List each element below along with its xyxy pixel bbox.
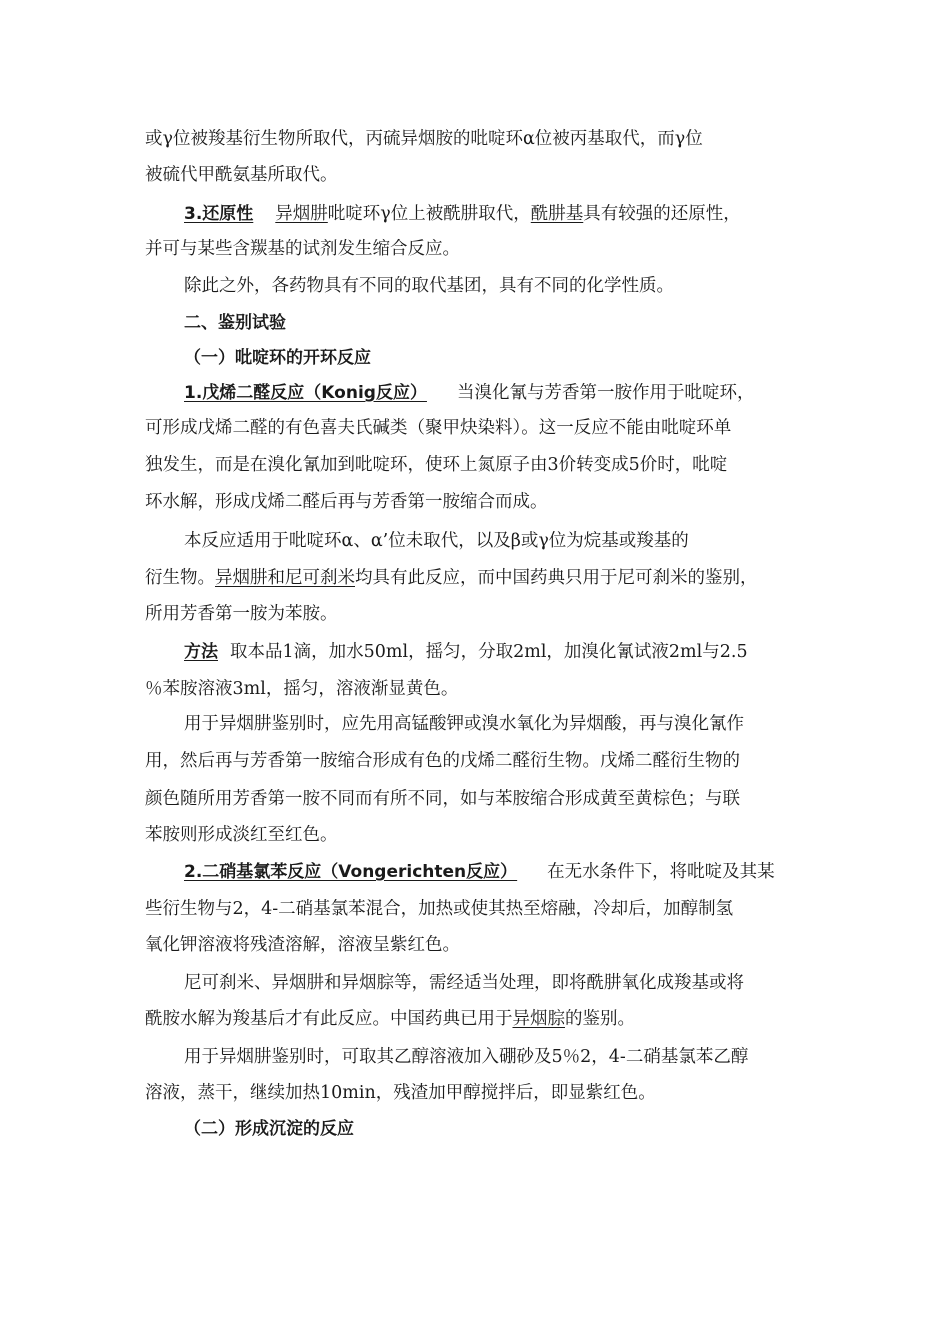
paragraph-line: 些衍生物与2，4-二硝基氯苯混合，加热或使其热至熔融，冷却后，加醇制氢 bbox=[145, 899, 734, 919]
paragraph-line: 3.还原性 异烟肼吡啶环γ位上被酰肼取代，酰肼基具有较强的还原性， bbox=[184, 204, 741, 224]
paragraph-line: 尼可刹米、异烟肼和异烟腙等，需经适当处理，即将酰肼氧化成羧基或将 bbox=[184, 973, 744, 993]
paragraph-line: 所用芳香第一胺为苯胺。 bbox=[145, 604, 338, 624]
term-isoniazid: 异烟肼 bbox=[275, 204, 328, 224]
paragraph-line: 氧化钾溶液将残渣溶解，溶液呈紫红色。 bbox=[145, 935, 460, 955]
section-heading: 二、鉴别试验 bbox=[184, 313, 286, 333]
paragraph-line: 苯胺则形成淡红至红色。 bbox=[145, 825, 338, 845]
paragraph-line: 并可与某些含羰基的试剂发生缩合反应。 bbox=[145, 239, 460, 259]
paragraph-line: 除此之外，各药物具有不同的取代基团，具有不同的化学性质。 bbox=[184, 276, 674, 296]
method-heading: 方法 bbox=[184, 642, 218, 662]
section-heading-reducibility: 3.还原性 bbox=[184, 204, 254, 224]
paragraph-line: 用于异烟肼鉴别时，可取其乙醇溶液加入硼砂及5％2，4-二硝基氯苯乙醇 bbox=[184, 1047, 749, 1067]
paragraph-line: 可形成戊烯二醛的有色喜夫氏碱类（聚甲炔染料）。这一反应不能由吡啶环单 bbox=[145, 418, 732, 438]
subsection-heading: （二）形成沉淀的反应 bbox=[184, 1119, 354, 1139]
term-isoniazid-nikethamide: 异烟肼和尼可刹米 bbox=[215, 568, 355, 588]
paragraph-line: ％苯胺溶液3ml，摇匀，溶液渐显黄色。 bbox=[145, 679, 459, 699]
paragraph-line: 或γ位被羧基衍生物所取代，丙硫异烟胺的吡啶环α位被丙基取代，而γ位 bbox=[145, 129, 703, 149]
paragraph-line: 独发生，而是在溴化氰加到吡啶环，使环上氮原子由3价转变成5价时，吡啶 bbox=[145, 455, 728, 475]
subsection-heading: （一）吡啶环的开环反应 bbox=[184, 348, 371, 368]
reaction-heading-konig: 1.戊烯二醛反应（Konig反应） bbox=[184, 383, 427, 403]
term-hydrazide-group: 酰肼基 bbox=[530, 204, 584, 224]
paragraph-line: 1.戊烯二醛反应（Konig反应） 当溴化氰与芳香第一胺作用于吡啶环， bbox=[184, 383, 755, 403]
paragraph-line: 用于异烟肼鉴别时，应先用高锰酸钾或溴水氧化为异烟酸，再与溴化氰作 bbox=[184, 714, 744, 734]
reaction-heading-vongerichten: 2.二硝基氯苯反应（Vongerichten反应） bbox=[184, 862, 518, 882]
paragraph-line: 酰胺水解为羧基后才有此反应。中国药典已用于异烟腙的鉴别。 bbox=[145, 1009, 635, 1029]
paragraph-line: 用，然后再与芳香第一胺缩合形成有色的戊烯二醛衍生物。戊烯二醛衍生物的 bbox=[145, 751, 740, 771]
paragraph-line: 溶液，蒸干，继续加热10min，残渣加甲醇搅拌后，即显紫红色。 bbox=[145, 1083, 656, 1103]
paragraph-line: 被硫代甲酰氨基所取代。 bbox=[145, 165, 338, 185]
term-isoniazone: 异烟腙 bbox=[512, 1009, 565, 1029]
paragraph-line: 衍生物。异烟肼和尼可刹米均具有此反应，而中国药典只用于尼可刹米的鉴别， bbox=[145, 568, 758, 588]
paragraph-line: 环水解，形成戊烯二醛后再与芳香第一胺缩合而成。 bbox=[145, 492, 548, 512]
paragraph-line: 2.二硝基氯苯反应（Vongerichten反应） 在无水条件下，将吡啶及其某 bbox=[184, 862, 775, 882]
paragraph-line: 方法 取本品1滴，加水50ml，摇匀，分取2ml，加溴化氰试液2ml与2.5 bbox=[184, 642, 748, 662]
paragraph-line: 颜色随所用芳香第一胺不同而有所不同，如与苯胺缩合形成黄至黄棕色；与联 bbox=[145, 789, 740, 809]
paragraph-line: 本反应适用于吡啶环α、α’位未取代，以及β或γ位为烷基或羧基的 bbox=[184, 531, 689, 551]
